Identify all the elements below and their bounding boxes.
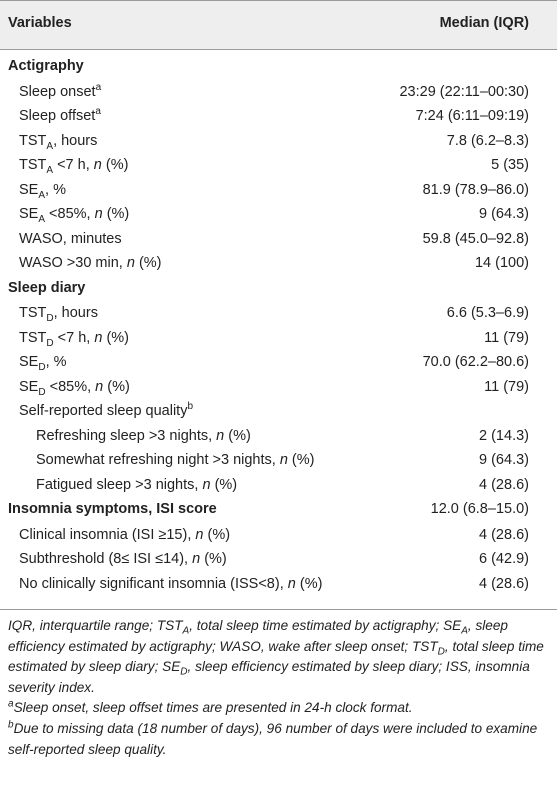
table-row: [0, 252, 557, 275]
row-label-percent: (%): [203, 526, 231, 543]
footnote-subscript: A: [461, 625, 468, 637]
row-value: 4 (28.6): [479, 476, 529, 493]
section-heading: [0, 277, 557, 300]
row-label-n: n: [279, 452, 288, 468]
row-label: [36, 474, 237, 497]
row-value: 11 (79): [484, 329, 529, 346]
row-label-n: n: [195, 526, 204, 543]
header-variables: Variables: [8, 15, 72, 31]
row-label-subscript: D: [38, 386, 46, 398]
row-label: [19, 400, 193, 423]
row-label: [19, 228, 122, 251]
row-label-text: TST: [19, 305, 47, 321]
table-row: [0, 524, 557, 547]
row-label-suffix: , hours: [53, 132, 98, 149]
row-label-text: SE: [19, 378, 39, 395]
section-heading: [0, 55, 557, 78]
table-row: [0, 203, 557, 226]
table-footnotes: [8, 616, 553, 760]
footnote-text: , sleep efficiency estimated by sleep diary; ISS, insomnia severity index.: [8, 659, 530, 695]
table-row: [0, 302, 557, 325]
row-label-percent: (%): [102, 206, 130, 222]
table-row: [0, 573, 557, 596]
row-label-percent: (%): [224, 427, 251, 444]
row-label-n: n: [93, 157, 102, 173]
row-label-superscript: a: [95, 106, 101, 118]
section-value: 12.0 (6.8–15.0): [430, 501, 529, 517]
footnote-subscript: D: [437, 646, 445, 658]
footnote-text: , total sleep time estimated by actigraphy; SE: [189, 618, 462, 633]
row-label-text: TST: [19, 157, 47, 173]
table-row: [0, 179, 557, 202]
footnote-a-text: Sleep onset, sleep offset times are presented in 24-h clock format.: [13, 700, 413, 716]
row-value: 4 (28.6): [479, 575, 529, 592]
row-label: [19, 548, 227, 571]
footnote-b-mark: b: [8, 719, 14, 731]
row-label-superscript: a: [95, 81, 102, 93]
row-label-n: n: [126, 255, 135, 271]
row-value: 5 (35): [491, 157, 529, 173]
row-label-text: WASO, minutes: [19, 230, 122, 247]
row-label-text: Sleep offset: [19, 108, 96, 124]
section-title: Sleep diary: [8, 279, 86, 296]
row-value: 9 (64.3): [479, 452, 529, 468]
section-title: Actigraphy: [8, 58, 84, 74]
row-value: 11 (79): [484, 378, 529, 395]
row-label: [19, 130, 97, 153]
row-label: [36, 449, 315, 472]
row-label-percent: (%): [295, 575, 323, 592]
row-label-text: SE: [19, 354, 39, 370]
row-label-text: Fatigued sleep >3 nights,: [36, 476, 203, 493]
table-row: [0, 474, 557, 497]
row-label-n: n: [94, 329, 103, 346]
table-row: [0, 154, 557, 177]
footnote-b-text: Due to missing data (18 number of days), 96 number of days were included to examine self-reported sleep quality.: [8, 720, 538, 757]
row-label-suffix: <85%,: [45, 378, 96, 395]
row-label-n: n: [216, 427, 225, 444]
row-label: [36, 425, 251, 448]
row-label-text: Somewhat refreshing night >3 nights,: [36, 452, 280, 468]
row-label-percent: (%): [210, 476, 238, 493]
table-row: [0, 548, 557, 571]
row-label: [19, 351, 67, 374]
row-label-n: n: [192, 551, 201, 567]
row-label-subscript: D: [38, 361, 46, 373]
row-label-text: No clinically significant insomnia (ISS<8),: [19, 575, 288, 592]
row-label-subscript: A: [38, 189, 46, 201]
row-label-text: Subthreshold (8≤ ISI ≤14),: [19, 551, 193, 567]
row-label-percent: (%): [101, 157, 129, 173]
footnote-a-mark: a: [8, 698, 14, 710]
row-label-subscript: A: [46, 140, 54, 152]
table-row: [0, 425, 557, 448]
row-label: [19, 376, 130, 399]
row-label-subscript: A: [46, 164, 54, 176]
row-label-suffix: , hours: [53, 305, 98, 321]
row-label-superscript: b: [187, 401, 194, 413]
row-label: [19, 252, 162, 275]
header-median: Median (IQR): [439, 15, 529, 31]
table-row: [0, 228, 557, 251]
row-value: 6.6 (5.3–6.9): [446, 305, 529, 321]
row-label-text: Self-reported sleep quality: [19, 403, 188, 419]
table-row: [0, 351, 557, 374]
row-label-text: TST: [19, 132, 47, 149]
header-rule: [0, 49, 557, 50]
row-label-n: n: [94, 206, 103, 222]
table-row: [0, 105, 557, 128]
row-label-n: n: [202, 476, 211, 493]
row-value: 81.9 (78.9–86.0): [422, 181, 529, 198]
row-label-percent: (%): [103, 378, 130, 395]
row-label-suffix: <7 h,: [53, 329, 95, 346]
section-heading: [0, 498, 557, 521]
table-row: [0, 376, 557, 399]
row-value: 4 (28.6): [479, 526, 529, 543]
row-value: 7:24 (6:11–09:19): [415, 108, 529, 124]
row-value: 23:29 (22:11–00:30): [399, 83, 529, 100]
row-label-subscript: D: [46, 312, 54, 324]
row-label-text: WASO >30 min,: [19, 255, 127, 271]
footnote-text: IQR, interquartile range; TST: [8, 618, 183, 633]
row-label-text: Refreshing sleep >3 nights,: [36, 427, 217, 444]
row-label: [19, 154, 128, 177]
row-value: 6 (42.9): [479, 551, 529, 567]
row-label-suffix: <85%,: [45, 206, 95, 222]
row-label-n: n: [287, 575, 296, 592]
table-row: [0, 130, 557, 153]
footnote-a: [8, 698, 553, 719]
row-label-subscript: A: [38, 213, 46, 225]
row-label: [19, 573, 322, 596]
row-label-suffix: , %: [45, 181, 66, 198]
row-label-suffix: , %: [45, 354, 67, 370]
row-label-percent: (%): [287, 452, 315, 468]
top-rule: [0, 0, 557, 1]
row-label-text: Clinical insomnia (ISI ≥15),: [19, 526, 196, 543]
row-value: 70.0 (62.2–80.6): [422, 354, 529, 370]
bottom-rule: [0, 609, 557, 610]
row-label: [19, 327, 129, 350]
row-label-subscript: D: [46, 337, 54, 349]
row-label-text: Sleep onset: [19, 83, 96, 100]
row-value: 59.8 (45.0–92.8): [422, 230, 529, 247]
row-label: [19, 524, 230, 547]
footnote-b: [8, 719, 553, 760]
footnote-text: , sleep efficiency estimated by actigraphy; WASO, wake after sleep onset; TST: [8, 618, 508, 654]
header-row: [0, 12, 557, 35]
row-label: [19, 105, 101, 128]
row-label: [19, 179, 66, 202]
row-label-percent: (%): [134, 255, 162, 271]
row-value: 9 (64.3): [479, 206, 529, 222]
row-label: [19, 203, 129, 226]
row-label: [19, 302, 98, 325]
section-title: Insomnia symptoms, ISI score: [8, 501, 217, 517]
footnote-text: , total sleep time estimated by sleep diary; SE: [8, 638, 544, 675]
table-row: [0, 81, 557, 104]
footnote-subscript: A: [182, 625, 190, 637]
row-label-text: SE: [19, 206, 39, 222]
footnote-subscript: D: [180, 666, 188, 678]
row-label: [19, 81, 101, 104]
row-label-text: TST: [19, 329, 47, 346]
footnote-abbreviations: [8, 616, 553, 698]
row-label-text: SE: [19, 181, 39, 198]
row-label-suffix: <7 h,: [53, 157, 94, 173]
row-value: 14 (100): [474, 255, 529, 271]
row-value: 7.8 (6.2–8.3): [446, 132, 529, 149]
row-label-percent: (%): [200, 551, 227, 567]
table-row: [0, 327, 557, 350]
table-row: [0, 449, 557, 472]
row-label-n: n: [95, 378, 104, 395]
row-label-percent: (%): [102, 329, 130, 346]
row-value: 2 (14.3): [479, 427, 529, 444]
table-row: [0, 400, 557, 423]
